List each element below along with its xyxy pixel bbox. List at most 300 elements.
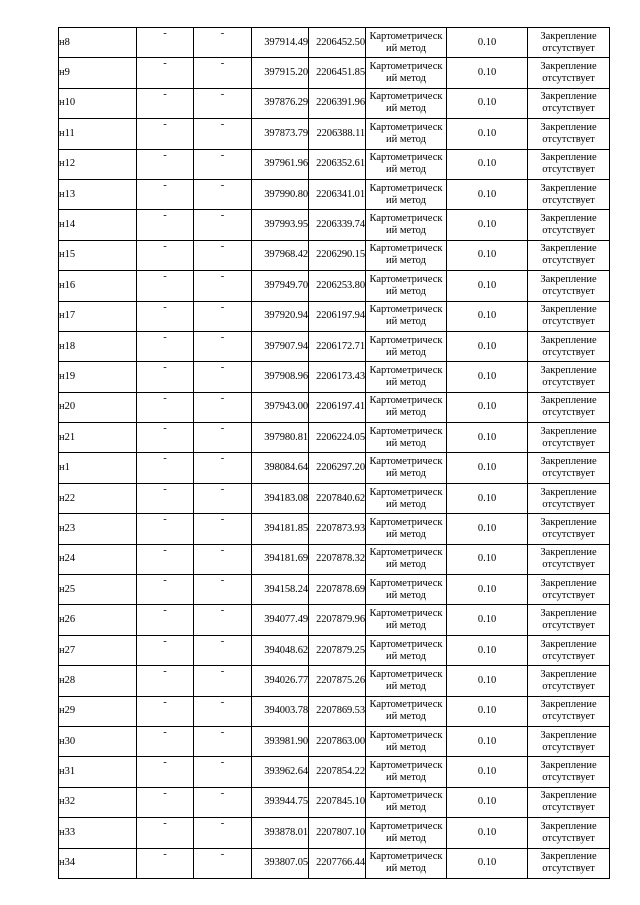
fixing-cell: [528, 301, 610, 331]
new-x-cell: 397990.80: [252, 179, 309, 209]
old-x-cell: -: [137, 301, 194, 331]
table-row: [59, 575, 610, 605]
method-cell: [366, 88, 447, 118]
old-x-cell: -: [137, 392, 194, 422]
fixing-line: отсутствует: [542, 255, 595, 267]
method-line: ий метод: [386, 832, 426, 844]
accuracy-cell: 0.10: [447, 58, 528, 88]
old-x-cell: -: [137, 271, 194, 301]
point-name: н19: [59, 362, 137, 392]
fixing-cell: [528, 453, 610, 483]
fixing-line: отсутствует: [542, 498, 595, 510]
new-y-cell: 2207879.25: [309, 635, 366, 665]
fixing-line: отсутствует: [542, 620, 595, 632]
old-x-cell: -: [137, 179, 194, 209]
fixing-cell: [528, 88, 610, 118]
new-y-cell: 2207879.96: [309, 605, 366, 635]
table-body: [59, 28, 610, 879]
accuracy-cell: 0.10: [447, 362, 528, 392]
table-row: [59, 149, 610, 179]
method-line: Картометрическ: [369, 668, 443, 680]
fixing-line: Закрепление: [540, 608, 597, 620]
fixing-line: Закрепление: [540, 699, 597, 711]
accuracy-cell: 0.10: [447, 423, 528, 453]
accuracy-cell: 0.10: [447, 119, 528, 149]
old-y-cell: -: [194, 240, 252, 270]
old-y-cell: -: [194, 787, 252, 817]
old-y-cell: -: [194, 818, 252, 848]
old-y-cell: -: [194, 28, 252, 58]
method-line: Картометрическ: [369, 425, 443, 437]
fixing-cell: [528, 726, 610, 756]
old-y-cell: -: [194, 149, 252, 179]
old-x-cell: -: [137, 666, 194, 696]
table-row: [59, 119, 610, 149]
fixing-line: Закрепление: [540, 364, 597, 376]
method-cell: [366, 635, 447, 665]
fixing-cell: [528, 666, 610, 696]
point-name: н20: [59, 392, 137, 422]
fixing-cell: [528, 544, 610, 574]
new-x-cell: 397920.94: [252, 301, 309, 331]
fixing-line: отсутствует: [542, 225, 595, 237]
accuracy-cell: 0.10: [447, 544, 528, 574]
new-y-cell: 2207854.22: [309, 757, 366, 787]
new-y-cell: 2207875.26: [309, 666, 366, 696]
fixing-line: Закрепление: [540, 273, 597, 285]
method-cell: [366, 453, 447, 483]
method-line: Картометрическ: [369, 121, 443, 133]
fixing-line: отсутствует: [542, 437, 595, 449]
fixing-line: отсутствует: [542, 650, 595, 662]
fixing-cell: [528, 271, 610, 301]
fixing-line: Закрепление: [540, 30, 597, 42]
fixing-line: Закрепление: [540, 213, 597, 225]
accuracy-cell: 0.10: [447, 514, 528, 544]
new-x-cell: 397980.81: [252, 423, 309, 453]
fixing-line: Закрепление: [540, 577, 597, 589]
point-name: н15: [59, 240, 137, 270]
old-x-cell: -: [137, 544, 194, 574]
point-name: н24: [59, 544, 137, 574]
fixing-line: Закрепление: [540, 395, 597, 407]
table-row: [59, 666, 610, 696]
fixing-line: отсутствует: [542, 589, 595, 601]
new-x-cell: 397993.95: [252, 210, 309, 240]
fixing-cell: [528, 696, 610, 726]
method-line: ий метод: [386, 863, 426, 875]
table-row: [59, 392, 610, 422]
method-line: Картометрическ: [369, 91, 443, 103]
table-row: [59, 696, 610, 726]
accuracy-cell: 0.10: [447, 28, 528, 58]
old-x-cell: -: [137, 28, 194, 58]
old-x-cell: -: [137, 149, 194, 179]
fixing-line: Закрепление: [540, 91, 597, 103]
new-x-cell: 397876.29: [252, 88, 309, 118]
new-y-cell: 2206451.85: [309, 58, 366, 88]
new-y-cell: 2207863.00: [309, 726, 366, 756]
table-row: [59, 726, 610, 756]
fixing-line: отсутствует: [542, 741, 595, 753]
table-row: [59, 28, 610, 58]
old-x-cell: -: [137, 726, 194, 756]
new-x-cell: 398084.64: [252, 453, 309, 483]
method-line: Картометрическ: [369, 851, 443, 863]
method-line: ий метод: [386, 559, 426, 571]
old-y-cell: -: [194, 666, 252, 696]
table-row: [59, 271, 610, 301]
old-y-cell: -: [194, 726, 252, 756]
point-name: н29: [59, 696, 137, 726]
method-line: ий метод: [386, 772, 426, 784]
fixing-line: отсутствует: [542, 133, 595, 145]
old-x-cell: -: [137, 483, 194, 513]
fixing-line: Закрепление: [540, 729, 597, 741]
fixing-line: Закрепление: [540, 425, 597, 437]
accuracy-cell: 0.10: [447, 483, 528, 513]
new-y-cell: 2207766.44: [309, 848, 366, 878]
old-y-cell: -: [194, 696, 252, 726]
fixing-line: отсутствует: [542, 468, 595, 480]
method-cell: [366, 149, 447, 179]
new-x-cell: 397943.00: [252, 392, 309, 422]
method-cell: [366, 392, 447, 422]
fixing-line: отсутствует: [542, 42, 595, 54]
method-line: ий метод: [386, 42, 426, 54]
method-line: Картометрическ: [369, 243, 443, 255]
method-line: ий метод: [386, 741, 426, 753]
old-y-cell: -: [194, 58, 252, 88]
new-x-cell: 393981.90: [252, 726, 309, 756]
old-x-cell: -: [137, 848, 194, 878]
point-name: н10: [59, 88, 137, 118]
new-y-cell: 2206197.94: [309, 301, 366, 331]
accuracy-cell: 0.10: [447, 331, 528, 361]
new-x-cell: 394158.24: [252, 575, 309, 605]
point-name: н23: [59, 514, 137, 544]
old-y-cell: -: [194, 119, 252, 149]
fixing-line: отсутствует: [542, 285, 595, 297]
fixing-cell: [528, 818, 610, 848]
old-y-cell: -: [194, 392, 252, 422]
method-line: Картометрическ: [369, 790, 443, 802]
old-x-cell: -: [137, 757, 194, 787]
old-y-cell: -: [194, 605, 252, 635]
method-cell: [366, 483, 447, 513]
new-x-cell: 394003.78: [252, 696, 309, 726]
fixing-cell: [528, 514, 610, 544]
fixing-cell: [528, 58, 610, 88]
method-line: Картометрическ: [369, 760, 443, 772]
table-row: [59, 210, 610, 240]
point-name: н13: [59, 179, 137, 209]
table-row: [59, 514, 610, 544]
new-x-cell: 394048.62: [252, 635, 309, 665]
new-x-cell: 393944.75: [252, 787, 309, 817]
method-line: Картометрическ: [369, 820, 443, 832]
method-cell: [366, 787, 447, 817]
old-y-cell: -: [194, 423, 252, 453]
point-name: н21: [59, 423, 137, 453]
method-line: Картометрическ: [369, 273, 443, 285]
old-y-cell: -: [194, 544, 252, 574]
old-y-cell: -: [194, 757, 252, 787]
new-y-cell: 2207840.62: [309, 483, 366, 513]
method-line: ий метод: [386, 620, 426, 632]
method-line: ий метод: [386, 407, 426, 419]
method-line: ий метод: [386, 316, 426, 328]
point-name: н28: [59, 666, 137, 696]
table-row: [59, 301, 610, 331]
fixing-line: Закрепление: [540, 182, 597, 194]
fixing-line: отсутствует: [542, 559, 595, 571]
new-y-cell: 2206172.71: [309, 331, 366, 361]
table-row: [59, 787, 610, 817]
old-x-cell: -: [137, 210, 194, 240]
fixing-line: отсутствует: [542, 103, 595, 115]
method-cell: [366, 119, 447, 149]
fixing-line: Закрепление: [540, 638, 597, 650]
point-name: н25: [59, 575, 137, 605]
table-row: [59, 605, 610, 635]
fixing-cell: [528, 392, 610, 422]
method-cell: [366, 179, 447, 209]
old-y-cell: -: [194, 301, 252, 331]
old-y-cell: -: [194, 271, 252, 301]
new-y-cell: 2206341.01: [309, 179, 366, 209]
accuracy-cell: 0.10: [447, 848, 528, 878]
table-row: [59, 179, 610, 209]
method-line: Картометрическ: [369, 213, 443, 225]
fixing-line: отсутствует: [542, 711, 595, 723]
fixing-line: Закрепление: [540, 820, 597, 832]
method-line: ий метод: [386, 164, 426, 176]
new-y-cell: 2206224.05: [309, 423, 366, 453]
method-line: ий метод: [386, 711, 426, 723]
old-x-cell: -: [137, 787, 194, 817]
new-x-cell: 397961.96: [252, 149, 309, 179]
method-line: Картометрическ: [369, 30, 443, 42]
old-y-cell: -: [194, 635, 252, 665]
new-y-cell: 2207869.53: [309, 696, 366, 726]
fixing-line: отсутствует: [542, 832, 595, 844]
new-y-cell: 2206197.41: [309, 392, 366, 422]
table-row: [59, 453, 610, 483]
old-y-cell: -: [194, 453, 252, 483]
method-cell: [366, 544, 447, 574]
new-x-cell: 394181.69: [252, 544, 309, 574]
fixing-cell: [528, 575, 610, 605]
method-cell: [366, 848, 447, 878]
new-x-cell: 393878.01: [252, 818, 309, 848]
fixing-line: отсутствует: [542, 863, 595, 875]
fixing-cell: [528, 28, 610, 58]
old-x-cell: -: [137, 514, 194, 544]
accuracy-cell: 0.10: [447, 240, 528, 270]
fixing-line: Закрепление: [540, 486, 597, 498]
fixing-line: Закрепление: [540, 851, 597, 863]
old-x-cell: -: [137, 696, 194, 726]
point-name: н11: [59, 119, 137, 149]
accuracy-cell: 0.10: [447, 453, 528, 483]
method-line: Картометрическ: [369, 638, 443, 650]
point-name: н9: [59, 58, 137, 88]
fixing-line: отсутствует: [542, 73, 595, 85]
point-name: н14: [59, 210, 137, 240]
new-y-cell: 2207807.10: [309, 818, 366, 848]
table-row: [59, 58, 610, 88]
accuracy-cell: 0.10: [447, 575, 528, 605]
old-x-cell: -: [137, 453, 194, 483]
fixing-line: Закрепление: [540, 334, 597, 346]
fixing-cell: [528, 210, 610, 240]
fixing-line: Закрепление: [540, 304, 597, 316]
fixing-cell: [528, 605, 610, 635]
method-line: Картометрическ: [369, 152, 443, 164]
old-x-cell: -: [137, 88, 194, 118]
accuracy-cell: 0.10: [447, 605, 528, 635]
method-cell: [366, 240, 447, 270]
table-row: [59, 88, 610, 118]
new-y-cell: 2206173.43: [309, 362, 366, 392]
method-line: ий метод: [386, 376, 426, 388]
fixing-cell: [528, 362, 610, 392]
new-y-cell: 2206253.80: [309, 271, 366, 301]
fixing-line: Закрепление: [540, 243, 597, 255]
method-line: ий метод: [386, 73, 426, 85]
table-row: [59, 635, 610, 665]
point-name: н26: [59, 605, 137, 635]
point-name: н34: [59, 848, 137, 878]
fixing-cell: [528, 787, 610, 817]
old-y-cell: -: [194, 331, 252, 361]
old-y-cell: -: [194, 848, 252, 878]
fixing-line: отсутствует: [542, 528, 595, 540]
new-x-cell: 394183.08: [252, 483, 309, 513]
point-name: н17: [59, 301, 137, 331]
new-y-cell: 2206388.11: [309, 119, 366, 149]
point-name: н33: [59, 818, 137, 848]
fixing-line: отсутствует: [542, 802, 595, 814]
accuracy-cell: 0.10: [447, 149, 528, 179]
point-name: н31: [59, 757, 137, 787]
method-cell: [366, 696, 447, 726]
old-x-cell: -: [137, 635, 194, 665]
method-line: ий метод: [386, 133, 426, 145]
old-x-cell: -: [137, 605, 194, 635]
new-y-cell: 2206452.50: [309, 28, 366, 58]
old-y-cell: -: [194, 179, 252, 209]
accuracy-cell: 0.10: [447, 787, 528, 817]
fixing-line: Закрепление: [540, 121, 597, 133]
old-x-cell: -: [137, 818, 194, 848]
table-row: [59, 362, 610, 392]
table-row: [59, 818, 610, 848]
fixing-cell: [528, 757, 610, 787]
accuracy-cell: 0.10: [447, 271, 528, 301]
method-cell: [366, 757, 447, 787]
old-x-cell: -: [137, 58, 194, 88]
accuracy-cell: 0.10: [447, 696, 528, 726]
fixing-cell: [528, 179, 610, 209]
fixing-line: отсутствует: [542, 680, 595, 692]
fixing-cell: [528, 848, 610, 878]
method-line: ий метод: [386, 468, 426, 480]
new-x-cell: 397949.70: [252, 271, 309, 301]
new-x-cell: 397968.42: [252, 240, 309, 270]
fixing-line: Закрепление: [540, 668, 597, 680]
fixing-line: отсутствует: [542, 407, 595, 419]
method-cell: [366, 28, 447, 58]
method-line: ий метод: [386, 498, 426, 510]
method-cell: [366, 362, 447, 392]
method-line: ий метод: [386, 589, 426, 601]
method-line: ий метод: [386, 194, 426, 206]
method-cell: [366, 514, 447, 544]
new-y-cell: 2207878.69: [309, 575, 366, 605]
point-name: н30: [59, 726, 137, 756]
method-line: ий метод: [386, 437, 426, 449]
new-x-cell: 397907.94: [252, 331, 309, 361]
accuracy-cell: 0.10: [447, 392, 528, 422]
old-x-cell: -: [137, 240, 194, 270]
old-y-cell: -: [194, 362, 252, 392]
method-cell: [366, 331, 447, 361]
new-x-cell: 394077.49: [252, 605, 309, 635]
old-y-cell: -: [194, 210, 252, 240]
point-name: н8: [59, 28, 137, 58]
method-line: Картометрическ: [369, 486, 443, 498]
fixing-line: отсутствует: [542, 346, 595, 358]
new-x-cell: 393807.05: [252, 848, 309, 878]
new-y-cell: 2207845.10: [309, 787, 366, 817]
accuracy-cell: 0.10: [447, 726, 528, 756]
method-line: ий метод: [386, 346, 426, 358]
accuracy-cell: 0.10: [447, 666, 528, 696]
fixing-cell: [528, 483, 610, 513]
old-y-cell: -: [194, 483, 252, 513]
old-y-cell: -: [194, 88, 252, 118]
fixing-line: Закрепление: [540, 152, 597, 164]
method-cell: [366, 423, 447, 453]
table-row: [59, 544, 610, 574]
accuracy-cell: 0.10: [447, 210, 528, 240]
method-cell: [366, 271, 447, 301]
method-line: Картометрическ: [369, 334, 443, 346]
method-line: Картометрическ: [369, 182, 443, 194]
fixing-line: Закрепление: [540, 456, 597, 468]
new-x-cell: 394026.77: [252, 666, 309, 696]
new-y-cell: 2206290.15: [309, 240, 366, 270]
old-x-cell: -: [137, 575, 194, 605]
fixing-line: отсутствует: [542, 772, 595, 784]
method-cell: [366, 818, 447, 848]
accuracy-cell: 0.10: [447, 88, 528, 118]
fixing-line: отсутствует: [542, 164, 595, 176]
method-line: ий метод: [386, 255, 426, 267]
old-y-cell: -: [194, 514, 252, 544]
old-x-cell: -: [137, 423, 194, 453]
method-line: Картометрическ: [369, 304, 443, 316]
method-line: Картометрическ: [369, 516, 443, 528]
fixing-line: Закрепление: [540, 760, 597, 772]
fixing-cell: [528, 240, 610, 270]
method-line: ий метод: [386, 285, 426, 297]
fixing-line: Закрепление: [540, 547, 597, 559]
method-line: Картометрическ: [369, 608, 443, 620]
point-name: н18: [59, 331, 137, 361]
